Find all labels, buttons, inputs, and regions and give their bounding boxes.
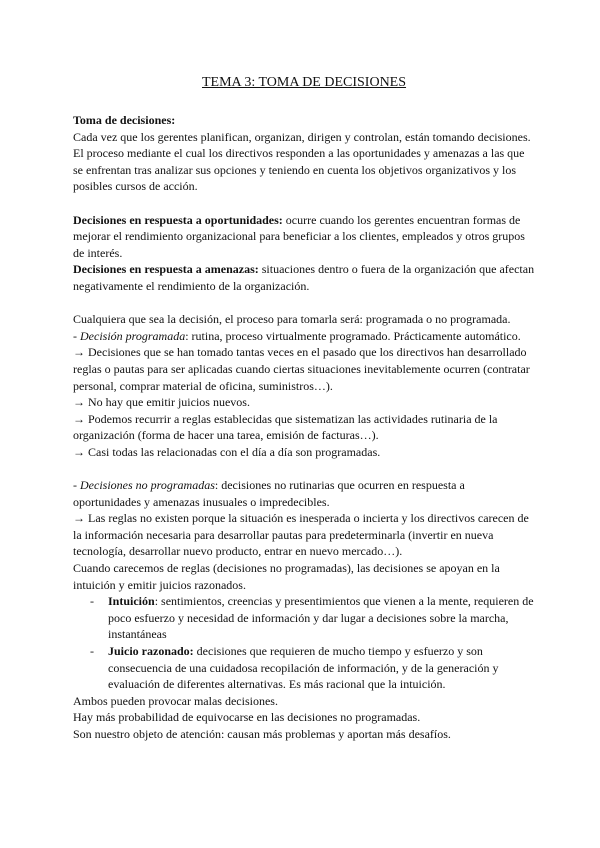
- spacer: [73, 295, 535, 312]
- term-juicio: Juicio razonado:: [108, 644, 194, 658]
- list-item-intuicion: [73, 593, 535, 643]
- section-heading-toma: [73, 112, 535, 129]
- term-programada: Decisión programada: [80, 328, 186, 343]
- paragraph: Cuando carecemos de reglas (decisiones no programadas), las decisiones se apoyan en la intuición y emitir juicios razonados.: [73, 561, 500, 592]
- definition-text: : rutina, proceso virtualmente programado. Prácticamente automático.: [185, 328, 521, 343]
- term-oportunidades: Decisiones en respuesta a oportunidades:: [73, 212, 283, 227]
- bullet-dash: -: [90, 594, 94, 609]
- paragraph: Hay más probabilidad de equivocarse en las decisiones no programadas.: [73, 710, 421, 725]
- term-no-programadas: Decisiones no programadas: [80, 478, 215, 493]
- paragraph-no-programadas: [73, 477, 535, 510]
- bullet-dash: -: [90, 644, 94, 658]
- paragraph: Son nuestro objeto de atención: causan más problemas y aportan más desafíos.: [73, 726, 451, 741]
- arrow-line: → Podemos recurrir a reglas establecidas que sistematizan las actividades rutinaria de la organización (forma de hacer una tarea, emisión de facturas…).: [73, 411, 498, 443]
- list-item-juicio: [73, 643, 535, 693]
- document-content: [73, 74, 535, 743]
- definition-text: ocurre cuando los gerentes encuentran formas de mejorar el rendimiento organizacional para beneficiar a los clientes, empleados y otros grupos de interés.: [73, 212, 525, 260]
- paragraph: Cada vez que los gerentes planifican, organizan, dirigen y controlan, están tomando decisiones.: [73, 129, 531, 144]
- definition-text: situaciones dentro o fuera de la organización que afectan negativamente el rendimiento de la organización.: [73, 262, 535, 293]
- spacer: [73, 460, 535, 477]
- term-amenazas: Decisiones en respuesta a amenazas:: [73, 262, 259, 277]
- arrow-line: → Decisiones que se han tomado tantas veces en el pasado que los directivos han desarrollado reglas o pautas para ser aplicadas cuando ciertas situaciones inevitablemente ocurren (contratar personal, comprar material de oficina, suministros…).: [73, 345, 530, 393]
- dash: -: [73, 328, 80, 343]
- spacer: [73, 195, 535, 212]
- definition-text: decisiones que requieren de mucho tiempo y esfuerzo y son consecuencia de una cuidadosa recopilación de información, y de la generación y evaluación de diferentes alternativas. Es más racional que la intuición.: [108, 644, 499, 692]
- paragraph: Ambos pueden provocar malas decisiones.: [73, 693, 278, 708]
- definition-text: : decisiones no rutinarias que ocurren en respuesta a oportunidades y amenazas inusuales o impredecibles.: [73, 478, 465, 509]
- paragraph: Cualquiera que sea la decisión, el proceso para tomarla será: programada o no programada.: [73, 312, 511, 327]
- heading-text: Toma de decisiones:: [73, 113, 176, 127]
- paragraph-oportunidades: [73, 212, 535, 262]
- arrow-line: → Las reglas no existen porque la situación es inesperada o incierta y los directivos carecen de la información necesaria para desarrollar pautas para predeterminarla (invertir en nueva tecnología, desarrollar nuevo producto, entrar en nuevo mercado…).: [73, 511, 529, 559]
- paragraph: El proceso mediante el cual los directivos responden a las oportunidades y amenazas a las que se enfrentan tras analizar sus opciones y teniendo en cuenta los objetivos organizativos y los posibles cursos de acción.: [73, 146, 525, 194]
- bullet-list: [73, 593, 535, 693]
- term-intuicion: Intuición: [108, 594, 155, 609]
- arrow-line: → No hay que emitir juicios nuevos.: [73, 395, 250, 410]
- paragraph-amenazas: [73, 261, 535, 294]
- definition-text: : sentimientos, creencias y presentimientos que vienen a la mente, requieren de poco esfuerzo y necesidad de información y dar lugar a decisiones sobre la marcha, instantáneas: [108, 594, 534, 642]
- arrow-line: → Casi todas las relacionadas con el día a día son programadas.: [73, 444, 381, 459]
- page-title: TEMA 3: TOMA DE DECISIONES: [201, 75, 407, 90]
- paragraph-programada: [73, 328, 535, 345]
- dash: -: [73, 478, 80, 493]
